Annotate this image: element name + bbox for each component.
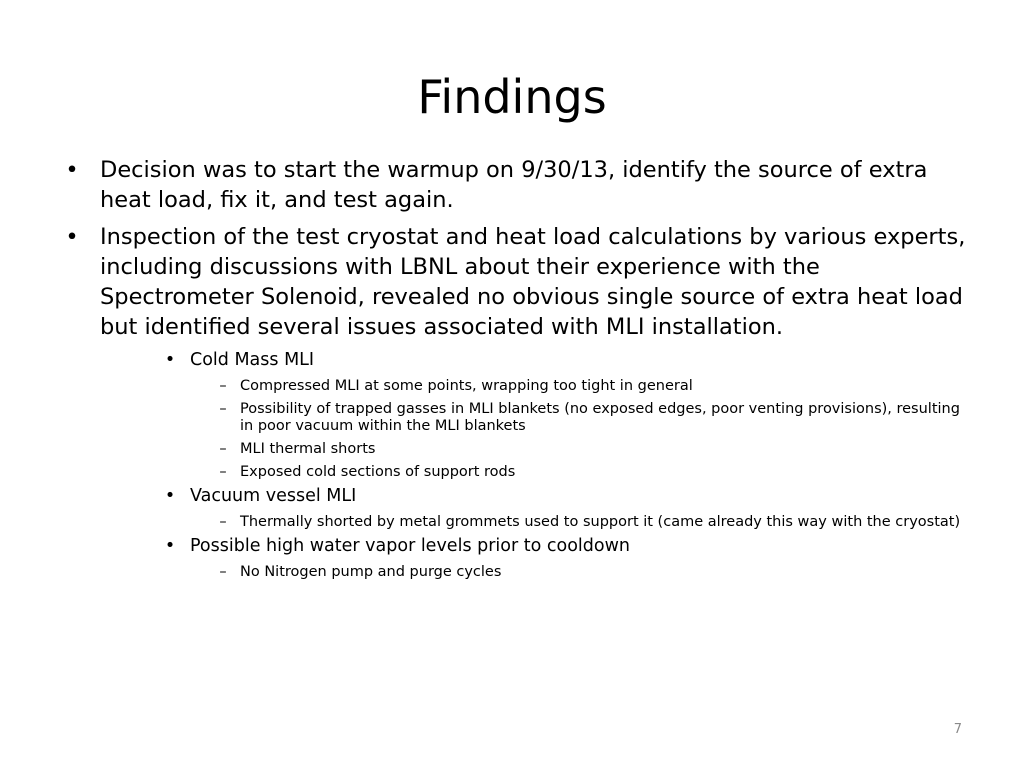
- detail-text: No Nitrogen pump and purge cycles: [240, 564, 502, 580]
- dash-icon: –: [219, 464, 227, 480]
- bullet-text: Inspection of the test cryostat and heat load calculations by various experts, including discussions with LBNL about their experience with the Spectrometer Solenoid, revealed no obvious single source of extra heat load but identified several issues associated with MLI installation.: [100, 224, 966, 340]
- bullet-decision: [62, 155, 972, 215]
- detail-item: [216, 378, 970, 395]
- bullet-dot-icon: •: [164, 350, 176, 370]
- detail-text: Compressed MLI at some points, wrapping too tight in general: [240, 378, 693, 394]
- detail-item: [216, 441, 970, 458]
- bullet-dot-icon: •: [65, 224, 79, 250]
- detail-item: [216, 564, 970, 581]
- dash-icon: –: [219, 564, 227, 580]
- detail-item: [216, 464, 970, 481]
- bullet-dot-icon: •: [164, 486, 176, 506]
- detail-item: [216, 514, 970, 531]
- dash-icon: –: [219, 378, 227, 394]
- sub-bullet-water-vapor: [162, 535, 972, 558]
- page-number: 7: [953, 722, 962, 737]
- detail-text: Exposed cold sections of support rods: [240, 464, 516, 480]
- sub-bullet-cold-mass-mli: [162, 349, 972, 372]
- slide-content: [62, 155, 972, 581]
- bullet-dot-icon: •: [65, 157, 79, 183]
- bullet-text: Decision was to start the warmup on 9/30/13, identify the source of extra heat load, fix it, and test again.: [100, 157, 928, 213]
- sub-bullet-text: Possible high water vapor levels prior to cooldown: [190, 536, 630, 556]
- bullet-dot-icon: •: [164, 536, 176, 556]
- sub-bullet-text: Vacuum vessel MLI: [190, 486, 357, 506]
- sub-bullet-vacuum-vessel-mli: [162, 485, 972, 508]
- detail-text: Possibility of trapped gasses in MLI blankets (no exposed edges, poor venting provisions), resulting in poor vacuum within the MLI blankets: [240, 401, 960, 434]
- detail-text: Thermally shorted by metal grommets used to support it (came already this way with the cryostat): [240, 514, 961, 530]
- detail-text: MLI thermal shorts: [240, 441, 376, 457]
- dash-icon: –: [219, 441, 227, 457]
- slide-title: Findings: [417, 70, 607, 124]
- bullet-inspection: [62, 222, 972, 342]
- detail-item: [216, 401, 970, 435]
- sub-bullet-text: Cold Mass MLI: [190, 350, 315, 370]
- dash-icon: –: [219, 514, 227, 530]
- dash-icon: –: [219, 401, 227, 417]
